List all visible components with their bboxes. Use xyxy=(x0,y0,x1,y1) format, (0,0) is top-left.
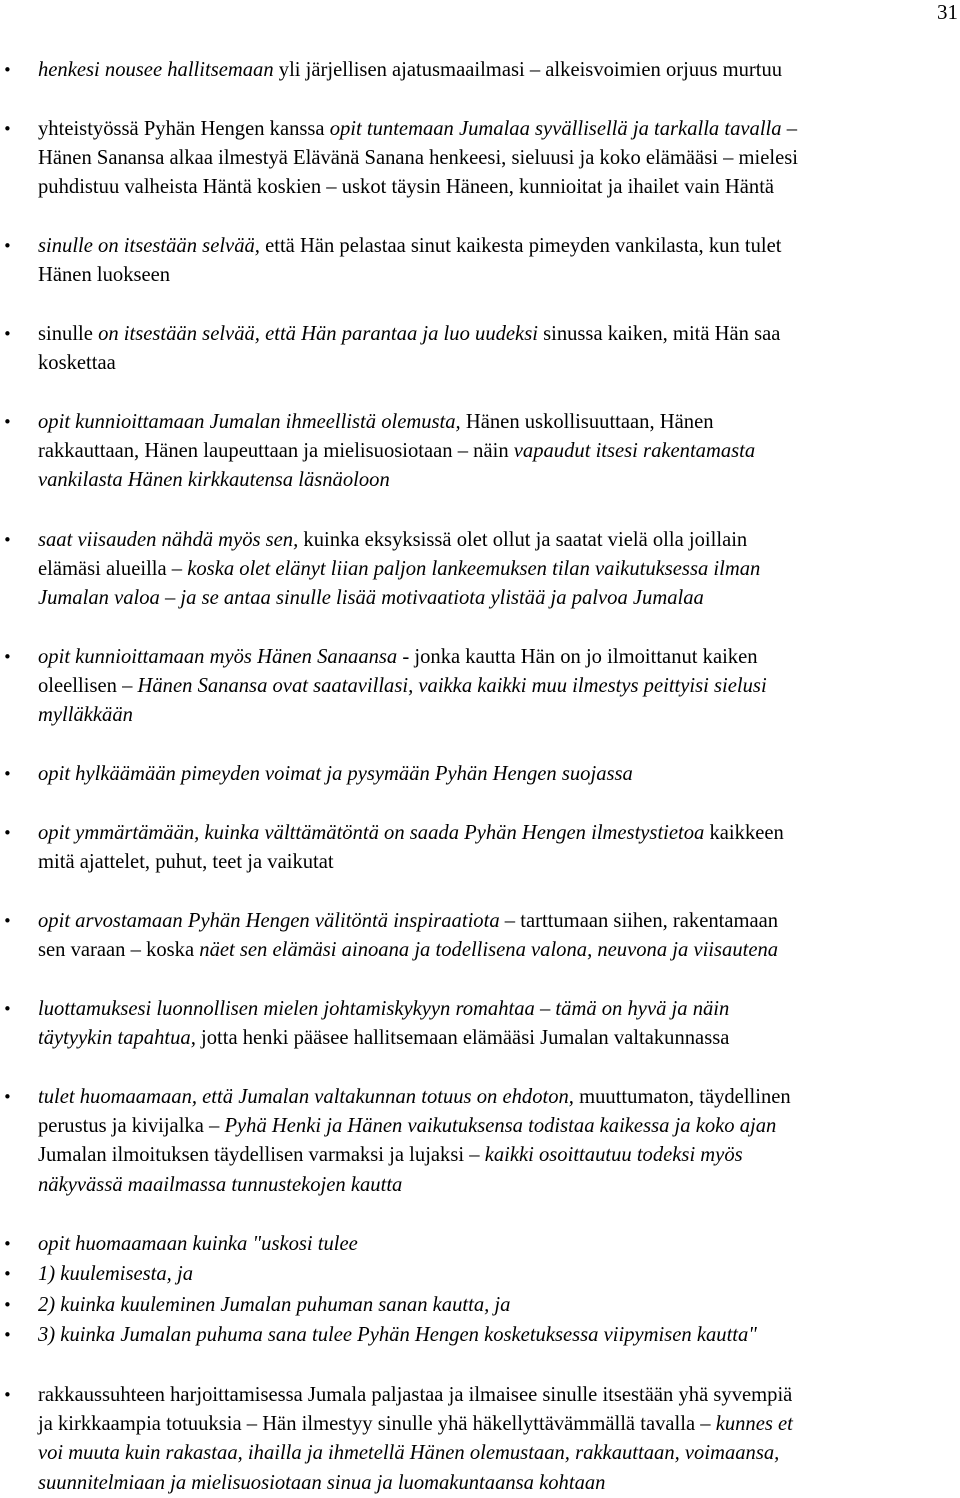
text-run: täytyykin tapahtua, xyxy=(38,1027,196,1050)
text-run: Hänen Sanansa ovat saatavillasi, vaikka kaikki muu ilmestys peittyisi sielusi xyxy=(137,675,767,698)
item-line xyxy=(38,56,956,85)
text-run: näkyvässä maailmassa tunnustekojen kautta xyxy=(38,1173,403,1196)
item-line xyxy=(38,526,956,555)
text-run: opit arvostamaan Pyhän Hengen välitöntä inspiraatiota xyxy=(38,910,500,932)
item-line xyxy=(38,173,956,202)
item-line xyxy=(38,1141,956,1170)
text-run: kunnes et xyxy=(715,1413,793,1436)
text-run: koskettaa xyxy=(38,352,116,375)
list-item xyxy=(38,643,956,731)
item-line xyxy=(38,701,956,730)
text-run: yhteistyössä Pyhän Hengen kanssa xyxy=(38,118,330,140)
text-run: muuttumaton, täydellinen xyxy=(573,1086,791,1108)
list-item xyxy=(38,995,956,1053)
item-line xyxy=(38,1083,956,1112)
item-line xyxy=(38,437,956,466)
list-item xyxy=(38,56,956,85)
text-run: sinulle xyxy=(38,323,99,345)
item-line xyxy=(38,1024,956,1053)
text-run: voi muuta kuin rakastaa, ihailla ja ihmetellä Hänen olemustaan, rakkauttaan, voimaansa, xyxy=(38,1442,780,1465)
text-run: suunnitelmiaan ja mielisuosiotaan sinua ja luomakuntaansa kohtaan xyxy=(38,1471,606,1494)
text-run: 3) kuinka Jumalan puhuma sana tulee Pyhän Hengen kosketuksessa viipymisen kautta" xyxy=(38,1324,757,1346)
item-line xyxy=(38,819,956,848)
text-run: – tarttumaan siihen, rakentamaan xyxy=(499,910,779,932)
text-run: kaikkeen xyxy=(704,822,784,844)
item-line xyxy=(38,848,956,877)
text-run: mylläkkään xyxy=(38,704,133,727)
list-item xyxy=(38,1260,956,1289)
text-run: – xyxy=(781,118,798,140)
text-run: oleellisen – xyxy=(38,675,138,698)
item-line xyxy=(38,672,956,701)
text-run: koska olet elänyt liian paljon lankeemuksen tilan vaikutuksessa ilman xyxy=(187,558,761,581)
text-run: vankilasta Hänen kirkkautensa läsnäoloon xyxy=(38,469,390,492)
list-item xyxy=(38,526,956,614)
item-line xyxy=(38,1439,956,1468)
item-line xyxy=(38,320,956,349)
text-run: Pyhä Henki ja Hänen vaikutuksensa todistaa kaikessa ja koko ajan xyxy=(224,1115,777,1138)
list-item xyxy=(38,1291,956,1320)
text-run: että Hän pelastaa sinut kaikesta pimeyden vankilasta, kun tulet xyxy=(259,235,782,257)
item-line xyxy=(38,1171,956,1200)
text-run: sen varaan – koska xyxy=(38,939,200,962)
list-item xyxy=(38,232,956,290)
text-run: Hänen luokseen xyxy=(38,264,171,287)
text-run: perustus ja kivijalka – xyxy=(38,1115,225,1138)
text-run: puhdistuu valheista Häntä koskien – uskot täysin Häneen, kunnioitat ja ihailet vain Häntä xyxy=(38,176,775,199)
text-run: luottamuksesi luonnollisen mielen johtamiskykyyn romahtaa – tämä on hyvä ja näin xyxy=(38,998,730,1020)
item-line xyxy=(38,936,956,965)
item-line xyxy=(38,408,956,437)
list-item xyxy=(38,320,956,378)
text-run: opit ymmärtämään, kuinka välttämätöntä on saada Pyhän Hengen ilmestystietoa xyxy=(38,822,705,844)
item-line xyxy=(38,1230,956,1259)
list-item xyxy=(38,819,956,877)
text-run: elämäsi alueilla – xyxy=(38,558,188,581)
text-run: Jumalan valoa – ja se antaa sinulle lisää motivaatiota ylistää ja palvoa Jumalaa xyxy=(38,587,704,610)
text-run: opit kunnioittamaan myös Hänen Sanaansa xyxy=(38,646,398,668)
item-line xyxy=(38,555,956,584)
text-run: opit hylkäämään pimeyden voimat ja pysymään Pyhän Hengen suojassa xyxy=(38,763,633,785)
item-line xyxy=(38,584,956,613)
item-line xyxy=(38,995,956,1024)
text-run: opit tuntemaan Jumalaa syvällisellä ja tarkalla tavalla xyxy=(329,118,782,140)
item-line xyxy=(38,760,956,789)
text-run: 1) kuulemisesta, ja xyxy=(38,1263,193,1285)
text-run: rakkauttaan, Hänen laupeuttaan ja mielisuosiotaan – näin xyxy=(38,440,514,463)
list-item xyxy=(38,907,956,965)
text-run: tulet huomaamaan, että Jumalan valtakunnan totuus on ehdoton, xyxy=(38,1086,574,1108)
text-run: mitä ajattelet, puhut, teet ja vaikutat xyxy=(38,851,334,874)
list-item xyxy=(38,1321,956,1350)
item-line xyxy=(38,144,956,173)
item-line xyxy=(38,1112,956,1141)
page-number: 31 xyxy=(937,0,958,24)
item-line xyxy=(38,1260,956,1289)
list-item xyxy=(38,1083,956,1200)
text-run: sinussa kaiken, mitä Hän saa xyxy=(537,323,781,345)
text-run: opit huomaamaan kuinka "uskosi tulee xyxy=(38,1233,358,1255)
text-run: henkesi nousee hallitsemaan xyxy=(38,59,274,81)
item-line xyxy=(38,643,956,672)
text-run: Hänen Sanansa alkaa ilmestyä Elävänä Sanana henkeesi, sieluusi ja koko elämääsi – mielesi xyxy=(38,147,798,170)
text-run: Hänen uskollisuuttaan, Hänen xyxy=(460,411,714,433)
item-line xyxy=(38,1469,956,1498)
text-run: vapaudut itsesi rakentamasta xyxy=(513,440,756,463)
text-run: näet sen elämäsi ainoana ja todellisena valona, neuvona ja viisautena xyxy=(199,939,779,962)
item-line xyxy=(38,1410,956,1439)
item-line xyxy=(38,349,956,378)
text-run: ja kirkkaampia totuuksia – Hän ilmestyy sinulle yhä häkellyttävämmällä tavalla – xyxy=(38,1413,716,1436)
item-line xyxy=(38,261,956,290)
text-run: Jumalan ilmoituksen täydellisen varmaksi ja lujaksi – xyxy=(38,1144,485,1167)
text-run: on itsestään selvää, että Hän parantaa ja luo uudeksi xyxy=(98,323,538,345)
list-item xyxy=(38,1381,956,1498)
item-line xyxy=(38,907,956,936)
item-line xyxy=(38,232,956,261)
list-item xyxy=(38,760,956,789)
item-line xyxy=(38,1321,956,1350)
list-item xyxy=(38,1230,956,1259)
item-line xyxy=(38,1381,956,1410)
text-run: - jonka kautta Hän on jo ilmoittanut kaiken xyxy=(397,646,758,668)
item-line xyxy=(38,466,956,495)
item-line xyxy=(38,115,956,144)
text-run: kaikki osoittautuu todeksi myös xyxy=(484,1144,743,1167)
text-run: kuinka eksyksissä olet ollut ja saatat vielä olla joillain xyxy=(298,529,748,551)
text-run: yli järjellisen ajatusmaailmasi – alkeisvoimien orjuus murtuu xyxy=(273,59,783,81)
item-line xyxy=(38,1291,956,1320)
text-run: opit kunnioittamaan Jumalan ihmeellistä olemusta, xyxy=(38,411,461,433)
text-run: 2) kuinka kuuleminen Jumalan puhuman sanan kautta, ja xyxy=(38,1294,511,1316)
text-run: jotta henki pääsee hallitsemaan elämääsi Jumalan valtakunnassa xyxy=(195,1027,730,1050)
list-item xyxy=(38,115,956,203)
list-item xyxy=(38,408,956,496)
text-run: rakkaussuhteen harjoittamisessa Jumala paljastaa ja ilmaisee sinulle itsestään yhä syvempiä xyxy=(38,1384,793,1406)
text-run: sinulle on itsestään selvää, xyxy=(38,235,260,257)
text-run: saat viisauden nähdä myös sen, xyxy=(38,529,299,551)
